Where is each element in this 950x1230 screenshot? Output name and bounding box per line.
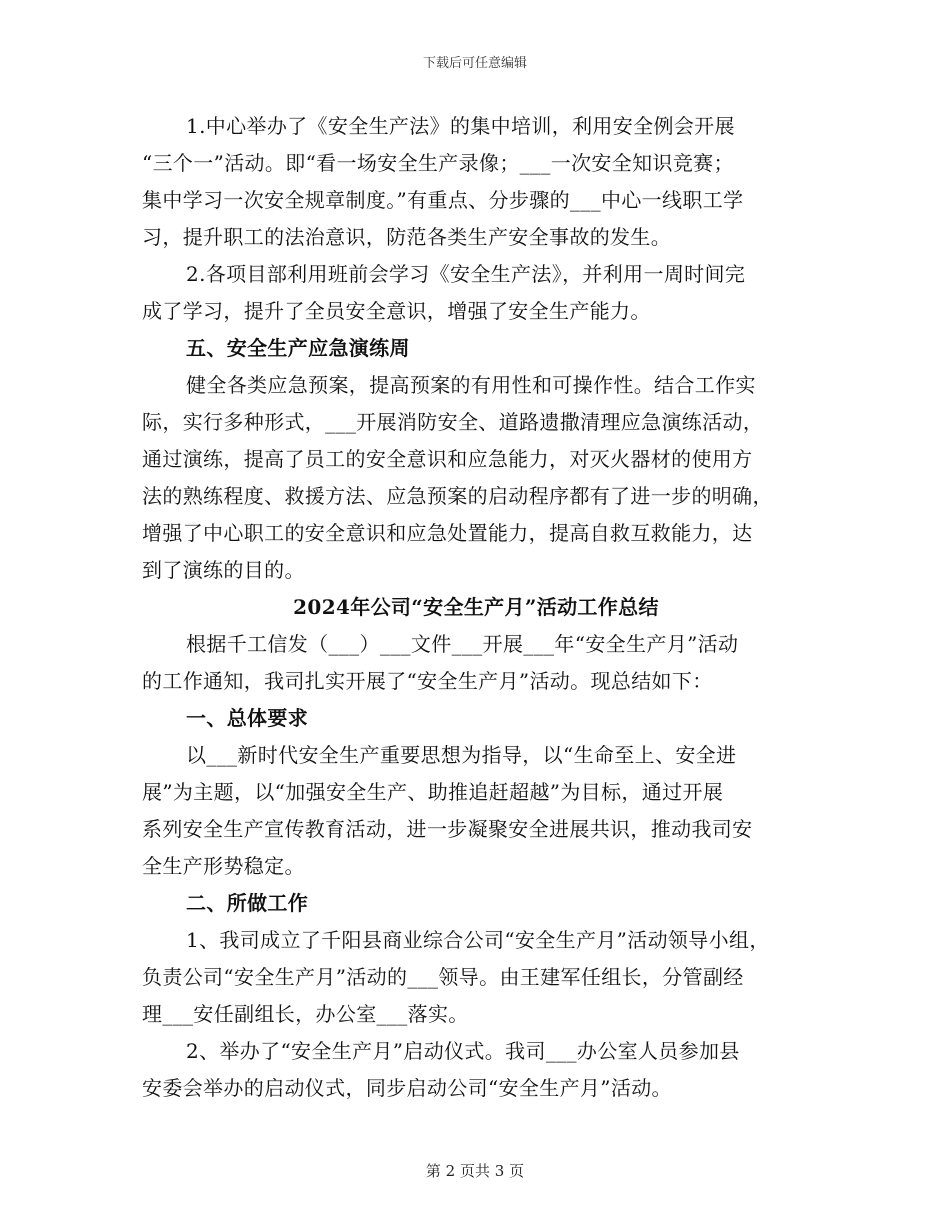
document-title: 2024年公司“安全生产月”活动工作总结 bbox=[293, 595, 659, 619]
paragraph-line: 通过演练，提高了员工的安全意识和应急能力，对灭火器材的使用方 bbox=[142, 447, 753, 471]
paragraph-line: 展”为主题，以“加强安全生产、助推追赶超越”为目标，通过开展 bbox=[142, 780, 724, 804]
paragraph-line: 理___安任副组长，办公室___落实。 bbox=[142, 1002, 469, 1026]
paragraph-line: 法的熟练程度、救援方法、应急预案的启动程序都有了进一步的明确， bbox=[142, 484, 773, 508]
page-header: 下载后可任意编辑 bbox=[422, 56, 527, 71]
paragraph-line: 健全各类应急预案，提高预案的有用性和可操作性。结合工作实 bbox=[186, 373, 756, 397]
paragraph-line: 2、举办了“安全生产月”启动仪式。我司___办公室人员参加县 bbox=[186, 1039, 740, 1063]
paragraph-line: 2.各项目部利用班前会学习《安全生产法》，并利用一周时间完 bbox=[186, 262, 746, 286]
paragraph-line: 根据千工信发（___）___文件___开展___年“安全生产月”活动 bbox=[186, 632, 739, 656]
paragraph-line: 安委会举办的启动仪式，同步启动公司“安全生产月”活动。 bbox=[142, 1076, 672, 1100]
paragraph-line: 以___新时代安全生产重要思想为指导，以“生命至上、安全进 bbox=[186, 743, 737, 767]
section-heading: 一、总体要求 bbox=[186, 706, 309, 730]
page-number: 第 2 页共 3 页 bbox=[425, 1162, 525, 1180]
paragraph-line: 成了学习，提升了全员安全意识，增强了安全生产能力。 bbox=[142, 299, 651, 323]
paragraph-line: 增强了中心职工的安全意识和应急处置能力，提高自救互救能力，达 bbox=[142, 521, 753, 545]
paragraph-line: 际，实行多种形式，___开展消防安全、道路遗撒清理应急演练活动， bbox=[142, 410, 764, 434]
paragraph-line: 1、我司成立了千阳县商业综合公司“安全生产月”活动领导小组， bbox=[186, 928, 770, 952]
paragraph-line: 习，提升职工的法治意识，防范各类生产安全事故的发生。 bbox=[142, 225, 672, 249]
paragraph-line: 到了演练的目的。 bbox=[142, 558, 305, 582]
paragraph-line: 全生产形势稳定。 bbox=[142, 854, 305, 878]
section-heading: 五、安全生产应急演练周 bbox=[186, 336, 410, 360]
paragraph-line: 系列安全生产宣传教育活动，进一步凝聚安全进展共识，推动我司安 bbox=[142, 817, 753, 841]
paragraph-line: 1.中心举办了《安全生产法》的集中培训，利用安全例会开展 bbox=[186, 114, 735, 138]
paragraph-line: 的工作通知，我司扎实开展了“安全生产月”活动。现总结如下： bbox=[142, 669, 713, 693]
paragraph-line: 集中学习一次安全规章制度。”有重点、分步骤的___中心一线职工学 bbox=[142, 188, 744, 212]
paragraph-line: “三个一”活动。即“看一场安全生产录像；___一次安全知识竞赛； bbox=[142, 151, 734, 175]
paragraph-line: 负责公司“安全生产月”活动的___领导。由王建军任组长，分管副经 bbox=[142, 965, 744, 989]
document-body bbox=[142, 108, 810, 1107]
section-heading: 二、所做工作 bbox=[186, 891, 309, 915]
